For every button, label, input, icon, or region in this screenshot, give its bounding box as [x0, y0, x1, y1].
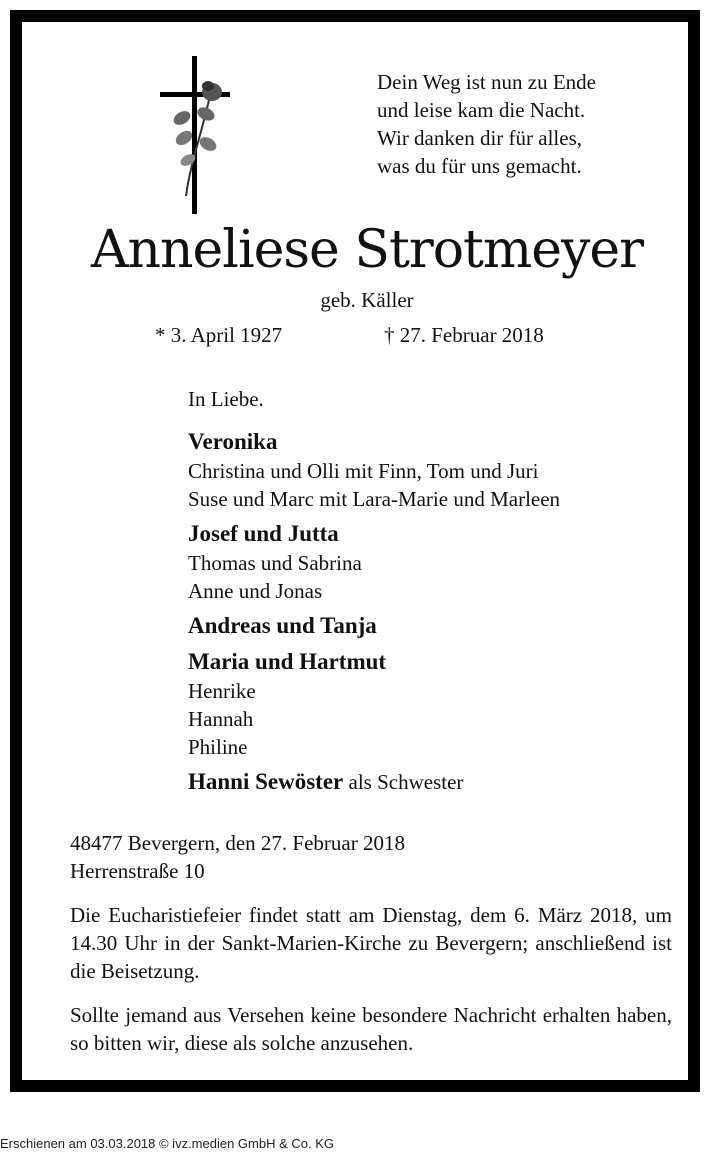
- family-member-line: Suse und Marc mit Lara-Marie und Marleen: [188, 487, 561, 511]
- poem: [377, 68, 596, 180]
- notification-note: Sollte jemand aus Versehen keine besondere Nachricht erhalten haben, so bitten wir, diese als solche anzusehen.: [70, 1003, 672, 1055]
- family-member-line: Anne und Jonas: [188, 579, 323, 603]
- address-line: Herrenstraße 10: [70, 859, 205, 883]
- family-member-line: Thomas und Sabrina: [188, 551, 362, 575]
- family-group-head: Maria und Hartmut: [188, 649, 387, 674]
- cross-with-rose-icon: [150, 56, 238, 216]
- poem-line: und leise kam die Nacht.: [377, 98, 586, 122]
- family-member-line: Philine: [188, 735, 248, 759]
- mourners-list: [188, 385, 688, 803]
- deceased-name: Anneliese Strotmeyer: [91, 220, 643, 280]
- maiden-name: geb. Käller: [320, 288, 414, 312]
- address: [70, 829, 672, 885]
- obituary-frame: [10, 10, 700, 1092]
- address-line: 48477 Bevergern, den 27. Februar 2018: [70, 831, 405, 855]
- poem-line: Wir danken dir für alles,: [377, 126, 582, 150]
- family-group-head: Veronika: [188, 429, 278, 454]
- sister-name: Hanni Sewöster: [188, 769, 344, 794]
- family-group-head: Josef und Jutta: [188, 521, 339, 546]
- family-group-head: Andreas und Tanja: [188, 613, 377, 638]
- family-group: [188, 611, 688, 641]
- intro-text: In Liebe.: [188, 387, 264, 411]
- birth-date: * 3. April 1927: [155, 323, 283, 347]
- sister-note: als Schwester: [348, 770, 464, 794]
- sister-line: [188, 767, 688, 797]
- family-member-line: Christina und Olli mit Finn, Tom und Juri: [188, 459, 539, 483]
- family-group: [188, 519, 688, 605]
- poem-line: Dein Weg ist nun zu Ende: [377, 70, 596, 94]
- service-info: Die Eucharistiefeier findet statt am Dienstag, dem 6. März 2018, um 14.30 Uhr in der Sankt-Marien-Kirche zu Bevergern; anschließend ist die Beisetzung.: [70, 903, 672, 983]
- family-group: [188, 647, 688, 761]
- family-member-line: Hannah: [188, 707, 254, 731]
- death-date: † 27. Februar 2018: [384, 323, 544, 347]
- publication-footer: Erschienen am 03.03.2018 © ivz.medien GmbH & Co. KG: [0, 1136, 335, 1151]
- poem-line: was du für uns gemacht.: [377, 154, 582, 178]
- notice-block: [70, 829, 672, 1073]
- family-group: [188, 427, 688, 513]
- family-member-line: Henrike: [188, 679, 256, 703]
